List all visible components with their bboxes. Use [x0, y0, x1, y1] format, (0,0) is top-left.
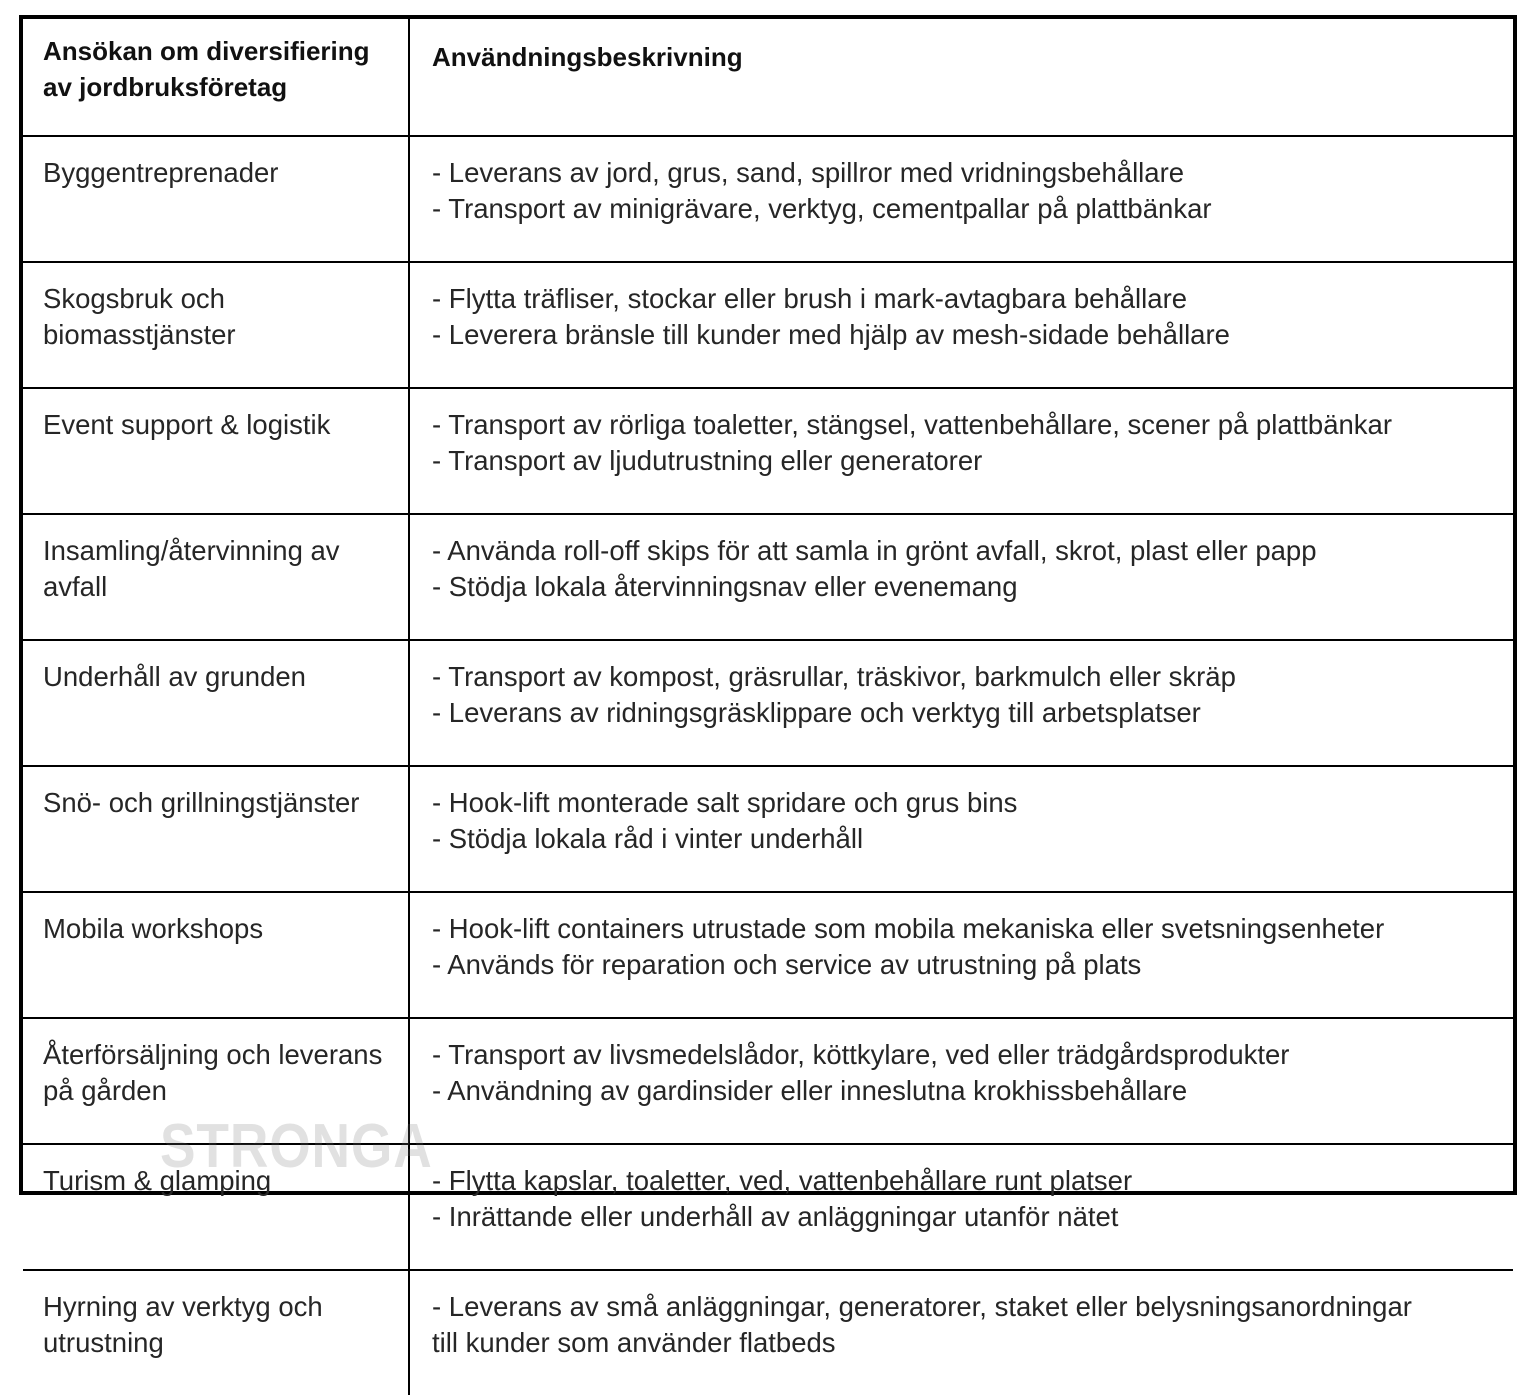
table-row — [23, 640, 1513, 766]
category-text: Hyrning av verktyg och utrustning — [43, 1291, 323, 1358]
description-line: - Transport av kompost, gräsrullar, träskivor, barkmulch eller skräp — [432, 661, 1236, 692]
category-text: Insamling/återvinning av avfall — [43, 535, 340, 602]
category-cell — [23, 262, 409, 388]
table-row — [23, 514, 1513, 640]
description-line: - Stödja lokala råd i vinter underhåll — [432, 823, 864, 854]
category-text: Byggentreprenader — [43, 157, 279, 188]
description-line: - Hook-lift monterade salt spridare och grus bins — [432, 787, 1018, 818]
table-row — [23, 1018, 1513, 1144]
description-line: - Transport av minigrävare, verktyg, cementpallar på plattbänkar — [432, 193, 1212, 224]
category-text: Underhåll av grunden — [43, 661, 306, 692]
category-text: Event support & logistik — [43, 409, 331, 440]
description-line: - Hook-lift containers utrustade som mobila mekaniska eller svetsningsenheter — [432, 913, 1385, 944]
description-cell — [409, 1144, 1513, 1270]
category-text: Snö- och grillningstjänster — [43, 787, 360, 818]
category-text: Återförsäljning och leverans på gården — [43, 1039, 383, 1106]
category-cell — [23, 1018, 409, 1144]
header-application: Ansökan om diversifiering av jordbruksföretag — [23, 19, 409, 136]
category-cell — [23, 640, 409, 766]
description-cell — [409, 1018, 1513, 1144]
table-row — [23, 892, 1513, 1018]
category-cell — [23, 1144, 409, 1270]
description-line: - Transport av ljudutrustning eller generatorer — [432, 445, 983, 476]
diversification-table — [23, 19, 1513, 1395]
table-row — [23, 1144, 1513, 1270]
description-cell — [409, 262, 1513, 388]
table-row — [23, 766, 1513, 892]
category-cell — [23, 136, 409, 262]
category-cell — [23, 1270, 409, 1395]
description-line: - Används för reparation och service av utrustning på plats — [432, 949, 1142, 980]
description-line: - Leverans av små anläggningar, generatorer, staket eller belysningsanordningar — [432, 1291, 1412, 1322]
description-cell — [409, 388, 1513, 514]
description-line: - Inrättande eller underhåll av anläggningar utanför nätet — [432, 1201, 1119, 1232]
table-row — [23, 1270, 1513, 1395]
table-row — [23, 136, 1513, 262]
description-cell — [409, 892, 1513, 1018]
table-row — [23, 262, 1513, 388]
description-line: - Leverera bränsle till kunder med hjälp av mesh-sidade behållare — [432, 319, 1230, 350]
description-cell — [409, 1270, 1513, 1395]
description-line: till kunder som använder flatbeds — [432, 1327, 836, 1358]
description-cell — [409, 640, 1513, 766]
category-cell — [23, 514, 409, 640]
description-line: - Leverans av jord, grus, sand, spillror med vridningsbehållare — [432, 157, 1185, 188]
category-cell — [23, 892, 409, 1018]
header-row — [23, 19, 1513, 136]
category-cell — [23, 766, 409, 892]
category-text: Mobila workshops — [43, 913, 264, 944]
description-line: - Transport av rörliga toaletter, stängsel, vattenbehållare, scener på plattbänkar — [432, 409, 1392, 440]
description-cell — [409, 766, 1513, 892]
description-cell — [409, 136, 1513, 262]
header-description: Användningsbeskrivning — [409, 19, 1513, 136]
description-line: - Stödja lokala återvinningsnav eller evenemang — [432, 571, 1018, 602]
description-cell — [409, 514, 1513, 640]
watermark-logo: STRONGA — [160, 1112, 433, 1181]
description-line: - Använda roll-off skips för att samla in grönt avfall, skrot, plast eller papp — [432, 535, 1317, 566]
category-text: Turism & glamping — [43, 1165, 272, 1196]
category-text: Skogsbruk och biomasstjänster — [43, 283, 236, 350]
description-line: - Flytta träfliser, stockar eller brush i mark-avtagbara behållare — [432, 283, 1188, 314]
description-line: - Användning av gardinsider eller inneslutna krokhissbehållare — [432, 1075, 1188, 1106]
description-line: - Flytta kapslar, toaletter, ved, vattenbehållare runt platser — [432, 1165, 1133, 1196]
table-frame — [19, 15, 1517, 1358]
category-cell — [23, 388, 409, 514]
table-row — [23, 388, 1513, 514]
description-line: - Leverans av ridningsgräsklippare och verktyg till arbetsplatser — [432, 697, 1201, 728]
description-line: - Transport av livsmedelslådor, köttkylare, ved eller trädgårdsprodukter — [432, 1039, 1290, 1070]
